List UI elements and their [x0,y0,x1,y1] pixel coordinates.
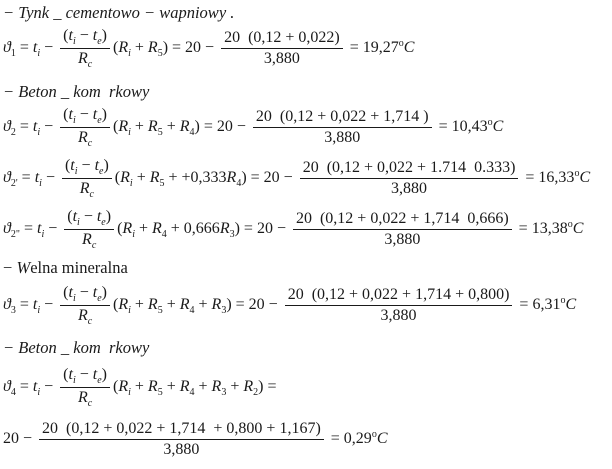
math-token: 4 [189,387,195,399]
math-token: − [41,169,59,187]
math-token: elna mineralna [30,258,128,277]
math-token: t [68,284,73,301]
math-token: = [15,296,33,314]
math-token: t [96,208,102,225]
math-token: c [91,240,97,251]
fraction-numerator [253,108,432,128]
math-token: ϑ [3,220,11,238]
equation-theta-2-prime [3,157,590,200]
math-token: = [15,39,33,57]
fraction-denominator [62,179,112,200]
math-token: 20 (0,12 + 0,022 + 1,714 + 0,800) [287,286,510,303]
math-token: i [128,48,131,60]
math-token: R [147,296,158,314]
math-token: C [376,430,388,448]
math-token: 20 (0,12 + 0,022 + 1,714 ) [255,108,429,125]
math-token: i [72,115,76,126]
math-token: − [75,27,93,44]
math-token: ) [103,157,109,174]
fraction-denominator [60,128,110,149]
fraction-denominator [285,306,513,325]
math-token: + +0,333 [164,169,227,187]
math-token: ) = [258,378,277,396]
math-token: t [92,284,98,301]
math-token: = 19,27 [345,39,399,57]
math-token: − [3,258,17,277]
math-token: ( [112,378,119,396]
fraction-numerator [300,159,519,179]
equation-theta-1 [3,27,414,70]
math-token: t [36,220,42,238]
section-heading-beton-1 [3,82,149,102]
fraction-denominator [60,388,110,409]
math-token: ϑ [3,169,11,187]
math-token: o [371,429,377,441]
math-token: + [162,118,180,136]
math-token: − [75,284,93,301]
math-token: R [243,378,254,396]
math-token: ( [63,284,69,301]
math-token: t [68,366,73,383]
math-token: 5 [157,387,163,399]
equation-theta-2-dblprime [3,208,583,251]
math-token: i [41,229,45,241]
math-token: 4 [10,387,16,399]
fraction-numerator [285,286,513,306]
math-token: R [226,169,237,187]
fraction [253,108,432,147]
section-heading-tynk [3,3,234,23]
math-token: t [32,378,38,396]
math-token: 2" [10,229,20,241]
math-token: R [211,296,222,314]
math-token: 2 [10,127,16,139]
math-token: e [97,293,102,304]
math-token: − [40,39,58,57]
math-token: o [574,168,580,180]
math-token: R [152,220,162,238]
math-token: R [149,169,160,187]
math-token: ϑ [3,378,11,396]
math-token: i [39,178,42,190]
math-token: c [87,59,93,70]
math-token: e [97,36,102,47]
math-token: − Beton _ kom rkowy [3,338,150,357]
math-token: ( [112,39,119,57]
math-token: R [120,169,130,187]
math-token: t [68,106,73,123]
math-token: + [134,220,152,238]
math-token: = 16,33 [521,169,575,187]
fraction-denominator [253,128,432,147]
math-token: R [211,378,222,396]
math-token: R [77,389,88,406]
math-token: ) [101,284,107,301]
math-token: + [130,296,148,314]
math-token: i [132,229,135,241]
math-token: = [15,118,33,136]
math-token: o [560,295,566,307]
fraction-numerator [60,284,110,306]
math-token: i [128,127,131,139]
math-token: − [40,378,58,396]
math-token: 3,880 [391,180,428,197]
math-token: 3,880 [324,129,361,146]
fraction-numerator [60,366,110,388]
math-token: R [77,129,88,146]
math-token: ( [63,106,69,123]
math-token: ( [112,118,119,136]
fraction-numerator [64,208,114,230]
math-token: ) [101,366,107,383]
math-token: R [179,296,190,314]
math-token: i [37,127,41,139]
math-token: 4 [189,127,195,139]
fraction-numerator [62,157,112,179]
math-token: 1 [10,48,16,60]
math-token: − [75,106,93,123]
fraction [60,284,110,327]
math-token: − Beton _ kom rkowy [3,82,150,101]
math-token: R [118,378,129,396]
math-token: t [72,208,78,225]
math-token: o [487,117,493,129]
math-token: R [147,118,158,136]
fraction [39,420,324,459]
math-token: = 0,29 [326,430,372,448]
fraction [300,159,519,198]
math-token: R [147,39,158,57]
math-token: R [118,39,129,57]
math-token: = [15,378,33,396]
math-token: 3,880 [263,50,300,67]
math-token: 2 [253,387,259,399]
math-token: 20 (0,12 + 0,022 + 1.714 0.333) [302,159,516,176]
math-token: e [101,217,106,228]
section-heading-beton-2 [3,338,149,358]
math-token: c [87,316,93,327]
math-token: R [179,378,190,396]
math-token: ϑ [3,296,11,314]
math-token: + 0,666 [166,220,220,238]
math-token: + [132,169,150,187]
math-token: R [147,378,158,396]
math-token: R [118,296,129,314]
fraction [293,210,512,249]
math-token: R [82,231,92,248]
math-token: 5 [157,48,163,60]
math-token: R [122,220,133,238]
fraction [60,106,110,149]
section-heading-welna [3,258,128,278]
fraction-denominator [60,49,110,70]
fraction [285,286,513,325]
math-token: t [32,118,38,136]
math-token: ( [117,220,123,238]
math-token: t [92,366,98,383]
math-token: − [75,366,93,383]
math-token: 4 [236,178,242,190]
math-token: = 13,38 [514,220,568,238]
fraction-denominator [300,179,519,198]
equation-theta-4-part1 [3,366,276,409]
math-token: ) [101,27,107,44]
math-token: + [194,296,212,314]
fraction-denominator [39,440,324,459]
math-token: + [130,39,148,57]
equation-theta-3 [3,284,576,327]
math-token: i [37,305,41,317]
fraction [221,29,343,68]
math-token: ϑ [3,39,11,57]
math-token: i [72,375,76,386]
math-token: 3,880 [163,441,200,458]
math-token: ) = 20 − [234,220,290,238]
math-token: W [16,258,31,277]
math-token: o [567,219,573,231]
math-token: C [565,296,577,314]
math-token: R [118,118,129,136]
math-token: R [77,50,88,67]
math-token: t [92,106,98,123]
math-token: e [97,115,102,126]
math-token: = 10,43 [434,118,488,136]
math-token: 5 [159,178,165,190]
math-token: = [19,220,37,238]
math-token: 20 − [3,430,37,448]
math-token: i [72,293,76,304]
fraction-numerator [39,420,324,440]
equation-theta-4-part2 [3,420,387,459]
math-token: ) = 20 − [226,296,282,314]
math-token: + [130,118,148,136]
math-token: 3 [10,305,16,317]
math-token: − [79,208,97,225]
math-token: i [128,305,131,317]
math-token: t [34,169,40,187]
math-token: ) [105,208,112,225]
math-token: + [130,378,148,396]
fraction-denominator [60,306,110,327]
math-token: = 6,31 [515,296,561,314]
math-token: − Tynk _ cementowo − wapniowy . [3,3,235,22]
math-token: i [128,387,131,399]
math-token: t [94,157,100,174]
math-token: o [398,38,404,50]
math-token: ( [114,169,121,187]
math-token: ( [63,27,69,44]
math-token: t [32,296,38,314]
math-token: c [89,189,94,200]
math-token: + [162,378,180,396]
math-token: ( [64,157,71,174]
math-token: R [77,307,88,324]
math-token: + [194,378,212,396]
math-token: 5 [157,305,163,317]
math-token: C [403,39,415,57]
fraction [60,27,110,70]
math-token: c [87,138,93,149]
math-token: 4 [189,305,195,317]
math-token: 5 [157,127,163,139]
math-token: ) = 20 − [162,39,219,57]
math-token: = [17,169,35,187]
math-token: − [44,220,62,238]
math-token: ( [67,208,73,225]
math-token: i [77,217,80,228]
math-token: i [37,48,41,60]
math-token: ( [112,296,119,314]
math-token: t [68,27,73,44]
math-token: 20 (0,12 + 0,022) [224,29,340,46]
fraction-denominator [64,230,114,251]
equation-theta-2 [3,106,503,149]
math-token: e [99,166,104,177]
math-token: i [37,387,41,399]
fraction-numerator [60,27,110,49]
math-token: i [74,166,78,177]
math-token: − [77,157,95,174]
math-token: 20 (0,12 + 0,022 + 1,714 + 0,800 + 1,167) [42,420,321,437]
math-token: R [219,220,230,238]
math-token: ) = 20 − [241,169,297,187]
math-token: c [87,398,93,409]
math-token: − [40,296,58,314]
math-token: ( [63,366,69,383]
math-token: R [179,118,190,136]
math-token: C [579,169,591,187]
math-token: + [162,296,180,314]
math-token: t [92,27,98,44]
math-token: ) = 20 − [194,118,250,136]
math-token: t [32,39,38,57]
math-token: i [72,36,76,47]
fraction-numerator [60,106,110,128]
math-token: 3,880 [380,307,417,324]
math-token: R [79,180,90,197]
math-token: C [492,118,504,136]
math-token: 2' [10,178,18,190]
math-token: 3 [229,229,235,241]
fraction-denominator [293,230,512,249]
fraction-numerator [293,210,512,230]
fraction [64,208,114,251]
math-token: 4 [161,229,167,241]
fraction-denominator [221,49,343,68]
fraction-numerator [221,29,343,49]
math-token: − [40,118,58,136]
math-token: C [572,220,584,238]
math-token: + [226,378,244,396]
fraction [62,157,112,200]
math-token: t [70,157,75,174]
fraction [60,366,110,409]
math-token: 3,880 [384,231,421,248]
math-token: 3 [221,305,227,317]
math-token: i [129,178,133,190]
math-token: 20 (0,12 + 0,022 + 1,714 0,666) [295,210,509,227]
math-token: 3 [221,387,227,399]
math-token: e [97,375,102,386]
math-token: ) [101,106,107,123]
math-token: ϑ [3,118,11,136]
